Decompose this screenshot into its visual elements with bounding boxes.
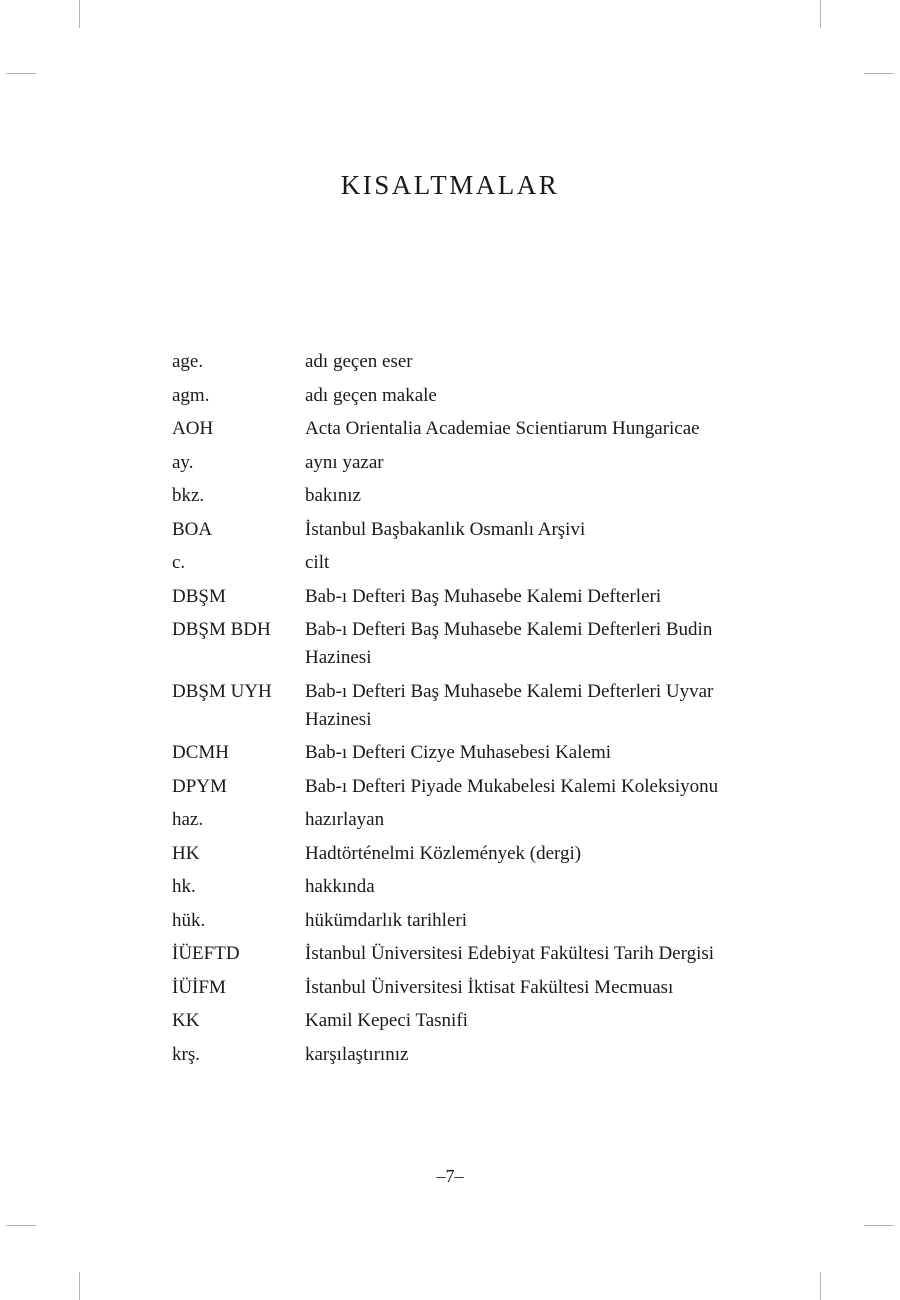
abbreviation-row bbox=[172, 516, 732, 544]
abbreviation-term: DBŞM UYH bbox=[172, 680, 272, 702]
abbreviation-term: KK bbox=[172, 1010, 200, 1031]
abbreviation-term: DPYM bbox=[172, 775, 227, 797]
abbreviation-term: c. bbox=[172, 552, 186, 573]
page-number: –7– bbox=[436, 1166, 464, 1186]
abbreviation-row bbox=[172, 739, 732, 767]
abbreviation-row bbox=[172, 482, 732, 510]
abbreviation-expansion: adı geçen makale bbox=[305, 384, 437, 406]
abbreviation-expansion: karşılaştırınız bbox=[305, 1043, 409, 1065]
abbreviation-term: krş. bbox=[172, 1043, 200, 1065]
crop-mark-top-left bbox=[79, 0, 80, 28]
abbreviation-term: AOH bbox=[172, 418, 214, 439]
crop-mark-bottom-left bbox=[79, 1272, 80, 1300]
crop-mark-left-top bbox=[6, 73, 36, 74]
abbreviation-row bbox=[172, 449, 732, 477]
crop-mark-left-bottom bbox=[6, 1225, 36, 1226]
abbreviation-expansion: aynı yazar bbox=[305, 451, 384, 473]
abbreviation-term: hk. bbox=[172, 876, 196, 897]
crop-mark-right-top bbox=[864, 73, 894, 74]
abbreviation-term: BOA bbox=[172, 518, 213, 540]
abbreviation-term: DBŞM bbox=[172, 585, 226, 607]
abbreviation-term: hük. bbox=[172, 909, 206, 931]
abbreviation-row bbox=[172, 773, 732, 801]
abbreviation-term: ay. bbox=[172, 451, 194, 473]
crop-mark-top-right bbox=[820, 0, 821, 28]
abbreviation-list bbox=[172, 348, 732, 1074]
abbreviation-term: DCMH bbox=[172, 742, 230, 763]
abbreviation-term: agm. bbox=[172, 384, 210, 406]
abbreviation-term: İÜEFTD bbox=[172, 943, 240, 964]
abbreviation-row bbox=[172, 1007, 732, 1035]
abbreviation-expansion: bakınız bbox=[305, 485, 361, 506]
crop-mark-bottom-right bbox=[820, 1272, 821, 1300]
abbreviation-row bbox=[172, 678, 732, 734]
abbreviation-term: DBŞM BDH bbox=[172, 619, 271, 640]
abbreviation-row bbox=[172, 583, 732, 611]
abbreviation-row bbox=[172, 974, 732, 1002]
abbreviation-expansion: hakkında bbox=[305, 876, 375, 897]
abbreviation-expansion: hazırlayan bbox=[305, 809, 385, 830]
abbreviation-expansion: Bab-ı Defteri Baş Muhasebe Kalemi Defterleri Uyvar Hazinesi bbox=[305, 680, 714, 730]
abbreviation-term: haz. bbox=[172, 809, 204, 830]
abbreviation-term: HK bbox=[172, 842, 200, 864]
abbreviation-expansion: İstanbul Başbakanlık Osmanlı Arşivi bbox=[305, 518, 586, 540]
abbreviation-row bbox=[172, 806, 732, 834]
abbreviation-expansion: cilt bbox=[305, 552, 330, 573]
abbreviation-expansion: Bab-ı Defteri Baş Muhasebe Kalemi Defterleri Budin Hazinesi bbox=[305, 619, 713, 668]
abbreviation-row bbox=[172, 382, 732, 410]
abbreviation-expansion: adı geçen eser bbox=[305, 351, 413, 372]
abbreviation-expansion: Bab-ı Defteri Cizye Muhasebesi Kalemi bbox=[305, 742, 612, 763]
abbreviation-term: bkz. bbox=[172, 485, 205, 506]
abbreviation-expansion: Acta Orientalia Academiae Scientiarum Hungaricae bbox=[305, 418, 700, 439]
abbreviation-term: age. bbox=[172, 351, 204, 372]
crop-mark-right-bottom bbox=[864, 1225, 894, 1226]
abbreviation-expansion: Hadtörténelmi Közlemények (dergi) bbox=[305, 842, 582, 864]
abbreviation-row bbox=[172, 415, 732, 443]
abbreviation-expansion: İstanbul Üniversitesi İktisat Fakültesi Mecmuası bbox=[305, 976, 674, 998]
abbreviation-row bbox=[172, 1041, 732, 1069]
page-title: KISALTMALAR bbox=[340, 170, 560, 200]
abbreviation-expansion: Bab-ı Defteri Baş Muhasebe Kalemi Defterleri bbox=[305, 585, 662, 607]
abbreviation-expansion: Kamil Kepeci Tasnifi bbox=[305, 1010, 468, 1031]
abbreviation-row bbox=[172, 348, 732, 376]
abbreviation-row bbox=[172, 549, 732, 577]
abbreviation-term: İÜİFM bbox=[172, 976, 226, 998]
abbreviation-expansion: İstanbul Üniversitesi Edebiyat Fakültesi Tarih Dergisi bbox=[305, 943, 715, 964]
abbreviation-row bbox=[172, 840, 732, 868]
abbreviation-row bbox=[172, 940, 732, 968]
abbreviation-row bbox=[172, 873, 732, 901]
abbreviation-row bbox=[172, 616, 732, 672]
abbreviation-row bbox=[172, 907, 732, 935]
abbreviation-expansion: Bab-ı Defteri Piyade Mukabelesi Kalemi Koleksiyonu bbox=[305, 775, 719, 797]
abbreviation-expansion: hükümdarlık tarihleri bbox=[305, 909, 467, 931]
